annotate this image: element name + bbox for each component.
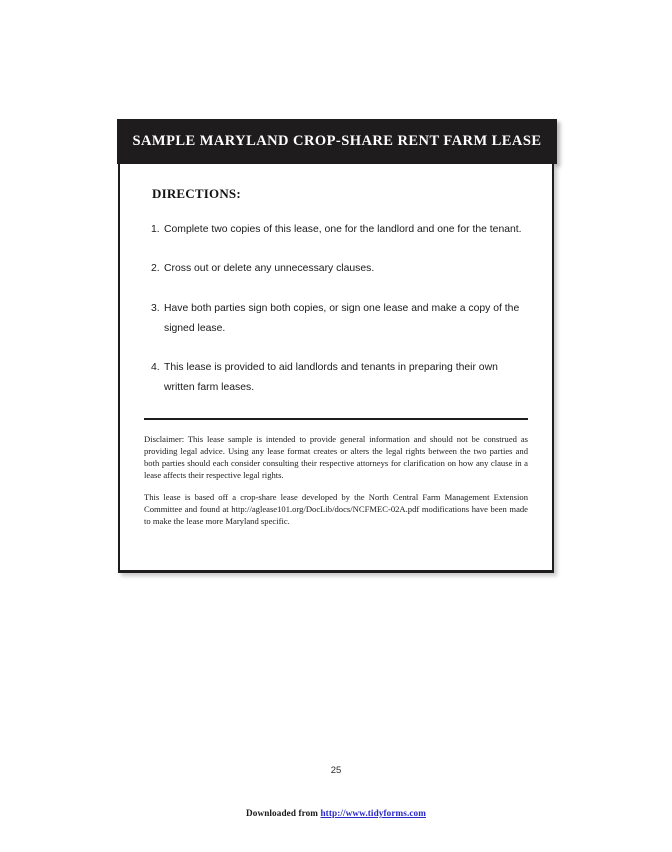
list-item-number: 2.	[151, 263, 160, 275]
list-item-number: 4.	[151, 362, 160, 374]
disclaimer-paragraph-2: This lease is based off a crop-share lease developed by the North Central Farm Management Extension Committee and found at http://aglease101.org/DocLib/docs/NCFMEC-02A.pdf modifications have been made to make the lease more Maryland specific.	[144, 491, 528, 526]
disclaimer-paragraph-1: Disclaimer: This lease sample is intended to provide general information and should not be construed as providing legal advice. Using any lease format creates or alters the legal rights between the two parties and both parties should each consider consulting their respective attorneys for clarification on how any clause in a lease affects their respective legal rights.	[144, 433, 528, 481]
lease-frame	[117, 119, 557, 573]
list-item	[142, 220, 530, 240]
directions-heading: DIRECTIONS:	[152, 186, 241, 201]
list-item-text: This lease is provided to aid landlords and tenants in preparing their own written farm leases.	[164, 362, 498, 394]
disclaimer-block	[144, 433, 528, 527]
page-title: SAMPLE MARYLAND CROP-SHARE RENT FARM LEASE	[132, 133, 542, 149]
list-item	[142, 259, 530, 279]
section-divider	[144, 418, 528, 420]
download-footer-prefix: Downloaded from	[246, 808, 319, 818]
download-footer	[0, 808, 672, 818]
lease-header-bar	[117, 119, 557, 164]
tidyforms-link[interactable]: http://www.tidyforms.com	[320, 808, 426, 818]
list-item-number: 3.	[151, 302, 160, 314]
list-item	[142, 299, 530, 340]
lease-body	[118, 164, 554, 573]
list-item	[142, 358, 530, 399]
page-number: 25	[330, 765, 342, 776]
list-item-number: 1.	[151, 224, 160, 235]
list-item-text: Complete two copies of this lease, one for the landlord and one for the tenant.	[164, 224, 522, 235]
list-item-text: Cross out or delete any unnecessary clauses.	[164, 263, 375, 275]
list-item-text: Have both parties sign both copies, or sign one lease and make a copy of the signed lease.	[164, 302, 520, 334]
directions-list	[142, 220, 530, 399]
